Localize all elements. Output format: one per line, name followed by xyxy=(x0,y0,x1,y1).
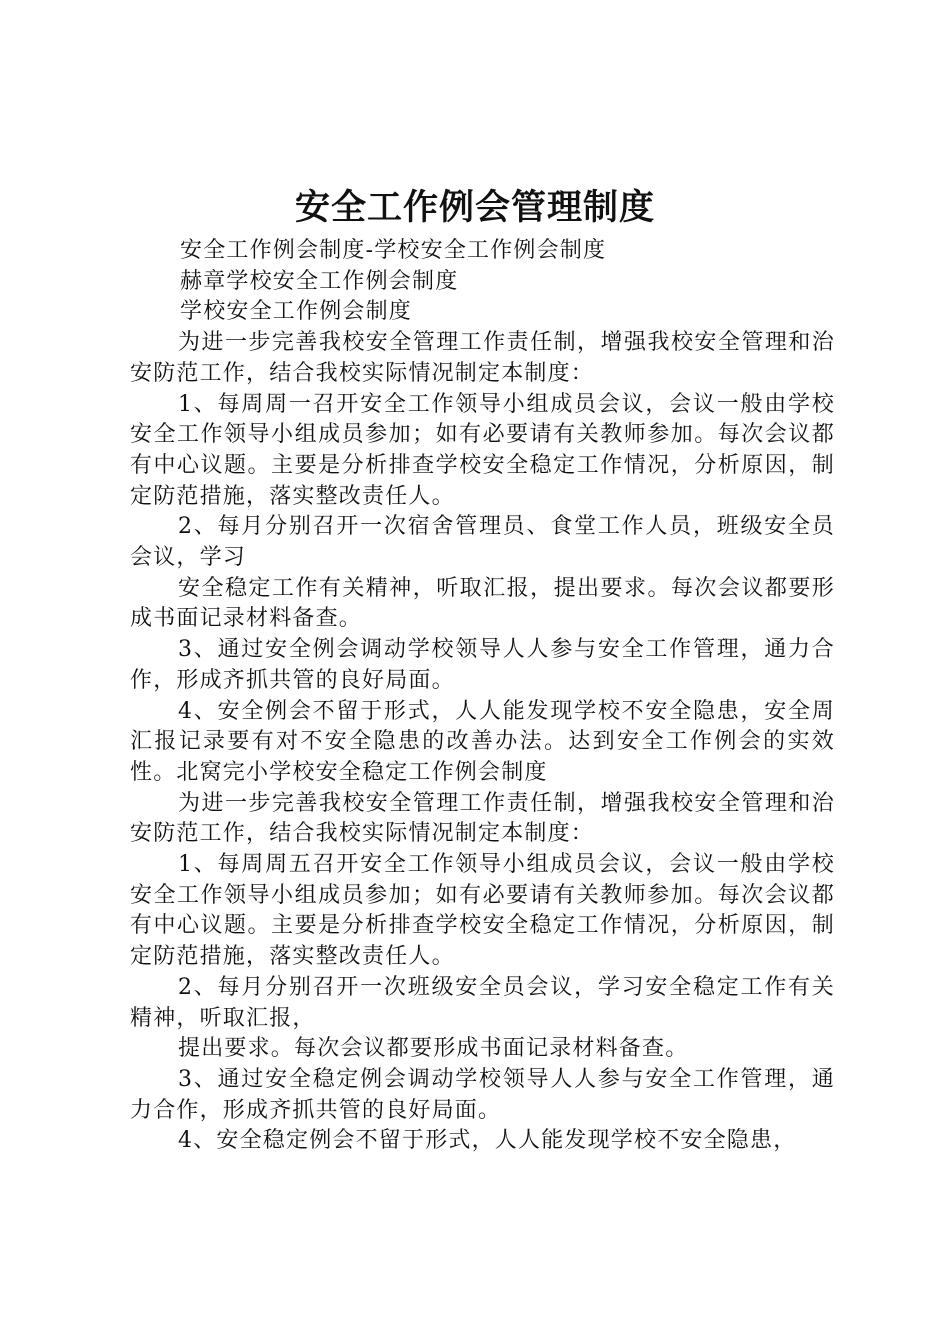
paragraph: 4、安全例会不留于形式，人人能发现学校不安全隐患，安全周汇报记录要有对不安全隐患的改善办法。达到安全工作例会的实效性。北窝完小学校安全稳定工作例会制度 xyxy=(130,698,835,785)
paragraph: 2、每月分别召开一次班级安全员会议，学习安全稳定工作有关精神，听取汇报， xyxy=(130,974,835,1031)
paragraph: 1、每周周五召开安全工作领导小组成员会议，会议一般由学校安全工作领导小组成员参加；如有必要请有关教师参加。每次会议都有中心议题。主要是分析排查学校安全稳定工作情况，分析原因，制定防范措施，落实整改责任人。 xyxy=(130,852,835,970)
paragraph: 为进一步完善我校安全管理工作责任制，增强我校安全管理和治安防范工作，结合我校实际情况制定本制度： xyxy=(130,330,835,386)
document-title: 安全工作例会管理制度 xyxy=(294,188,655,228)
paragraph: 安全稳定工作有关精神，听取汇报，提出要求。每次会议都要形成书面记录材料备查。 xyxy=(130,575,835,632)
paragraph: 4、安全稳定例会不留于形式，人人能发现学校不安全隐患， xyxy=(178,1128,797,1154)
paragraph-heading-1: 安全工作例会制度-学校安全工作例会制度 xyxy=(180,238,607,263)
paragraph: 3、通过安全例会调动学校领导人人参与安全工作管理，通力合作，形成齐抓共管的良好局面。 xyxy=(130,637,835,693)
paragraph: 为进一步完善我校安全管理工作责任制，增强我校安全管理和治安防范工作，结合我校实际情况制定本制度： xyxy=(130,790,835,847)
paragraph: 3、通过安全稳定例会调动学校领导人人参与安全工作管理，通力合作，形成齐抓共管的良好局面。 xyxy=(130,1066,835,1123)
paragraph: 1、每周周一召开安全工作领导小组成员会议，会议一般由学校安全工作领导小组成员参加；如有必要请有关教师参加。每次会议都有中心议题。主要是分析排查学校安全稳定工作情况，分析原因，制定防范措施，落实整改责任人。 xyxy=(130,391,835,509)
paragraph-heading-2: 赫章学校安全工作例会制度 xyxy=(180,268,459,294)
paragraph: 提出要求。每次会议都要形成书面记录材料备查。 xyxy=(178,1036,689,1062)
paragraph: 2、每月分别召开一次宿舍管理员、食堂工作人员，班级安全员会议，学习 xyxy=(130,514,835,571)
document-body xyxy=(130,236,835,1157)
paragraph-heading-3: 学校安全工作例会制度 xyxy=(180,299,413,325)
